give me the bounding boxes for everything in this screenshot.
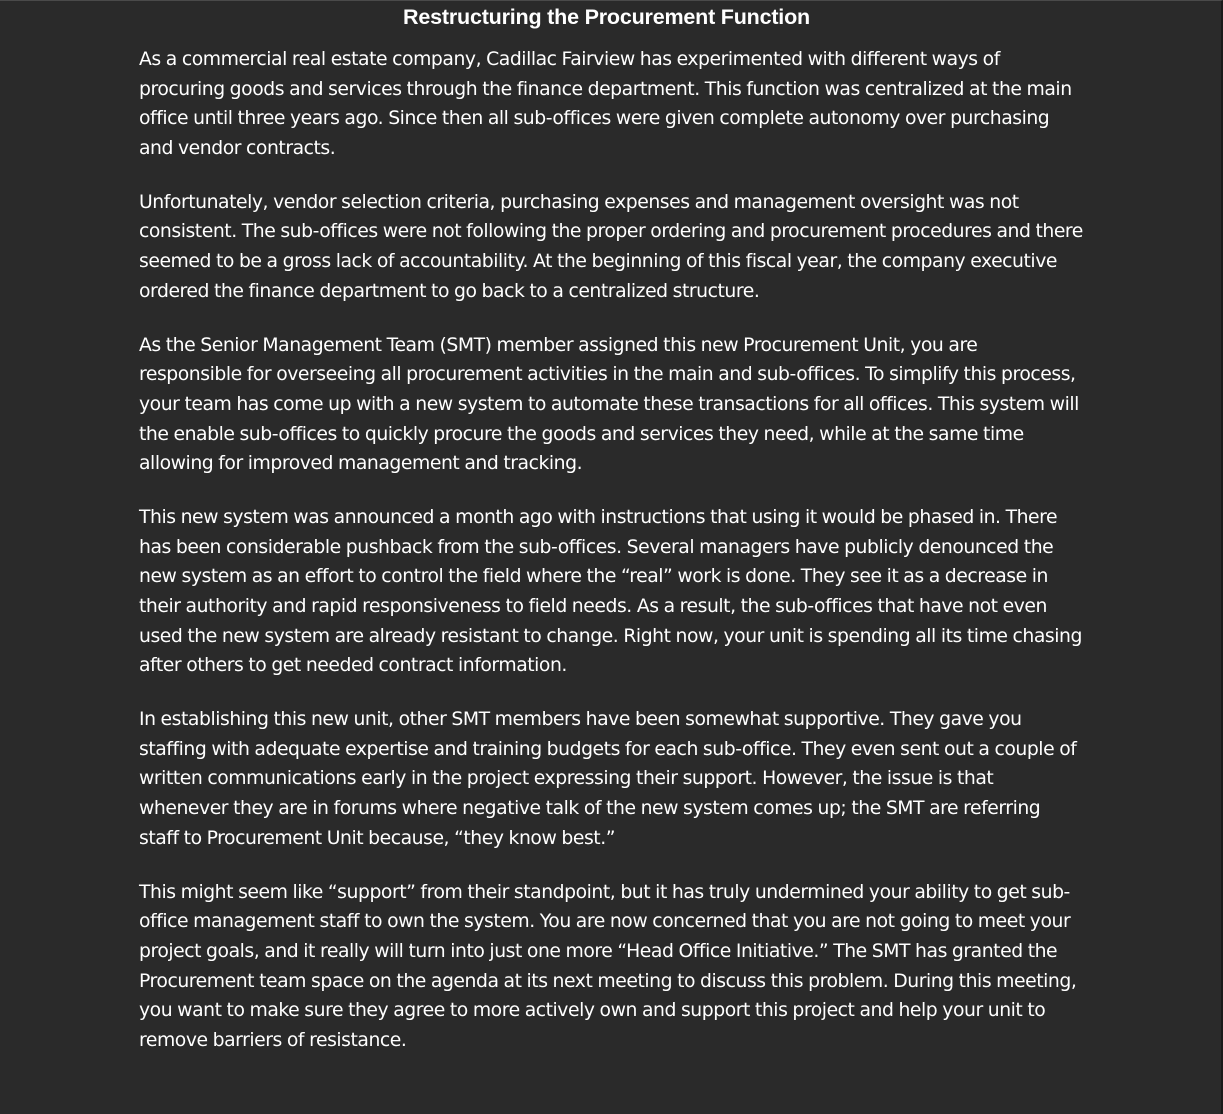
paragraph-smt-support: In establishing this new unit, other SMT members have been somewhat supportive. They gave you staffing with adequate expertise and training budgets for each sub-office. They even sent out a couple of written communications early in the project expressing their support. However, the issue is that whenever they are in forums where negative talk of the new system comes up; the SMT are referring staff to Procurement Unit because, “they know best.” (139, 709, 1077, 849)
paragraph-background: As a commercial real estate company, Cadillac Fairview has experimented with different ways of procuring goods and services through the finance department. This function was centralized at the main office until three years ago. Since then all sub-offices were given complete autonomy over purchasing and vendor contracts. (139, 49, 1072, 159)
paragraph-role: As the Senior Management Team (SMT) member assigned this new Procurement Unit, you are responsible for overseeing all procurement activities in the main and sub-offices. To simplify this process, your team has come up with a new system to automate these transactions for all offices. This system will the enable sub-offices to quickly procure the goods and services they need, while at the same time allowing for improved management and tracking. (139, 334, 1079, 475)
paragraph-problem: Unfortunately, vendor selection criteria, purchasing expenses and management oversight was not consistent. The sub-offices were not following the proper ordering and procurement procedures and there seemed to be a gross lack of accountability. At the beginning of this fiscal year, the company executive ordered the finance department to go back to a centralized structure. (139, 191, 1083, 302)
paragraph-pushback: This new system was announced a month ago with instructions that using it would be phased in. There has been considerable pushback from the sub-offices. Several managers have publicly denounced the new system as an effort to control the field where the “real” work is done. They see it as a decrease in their authority and rapid responsiveness to field needs. As a result, the sub-offices that have not even used the new system are already resistant to change. Right now, your unit is spending all its time chasing after others to get needed contract information. (139, 507, 1082, 677)
document-body (139, 45, 1084, 1080)
paragraph-goal: This might seem like “support” from their standpoint, but it has truly undermined your ability to get sub-office management staff to own the system. You are now concerned that you are not going to meet your project goals, and it really will turn into just one more “Head Office Initiative.” The SMT has granted the Procurement team space on the agenda at its next meeting to discuss this problem. During this meeting, you want to make sure they agree to more actively own and support this project and help your unit to remove barriers of resistance. (139, 881, 1077, 1051)
document-title: Restructuring the Procurement Function (403, 5, 810, 29)
